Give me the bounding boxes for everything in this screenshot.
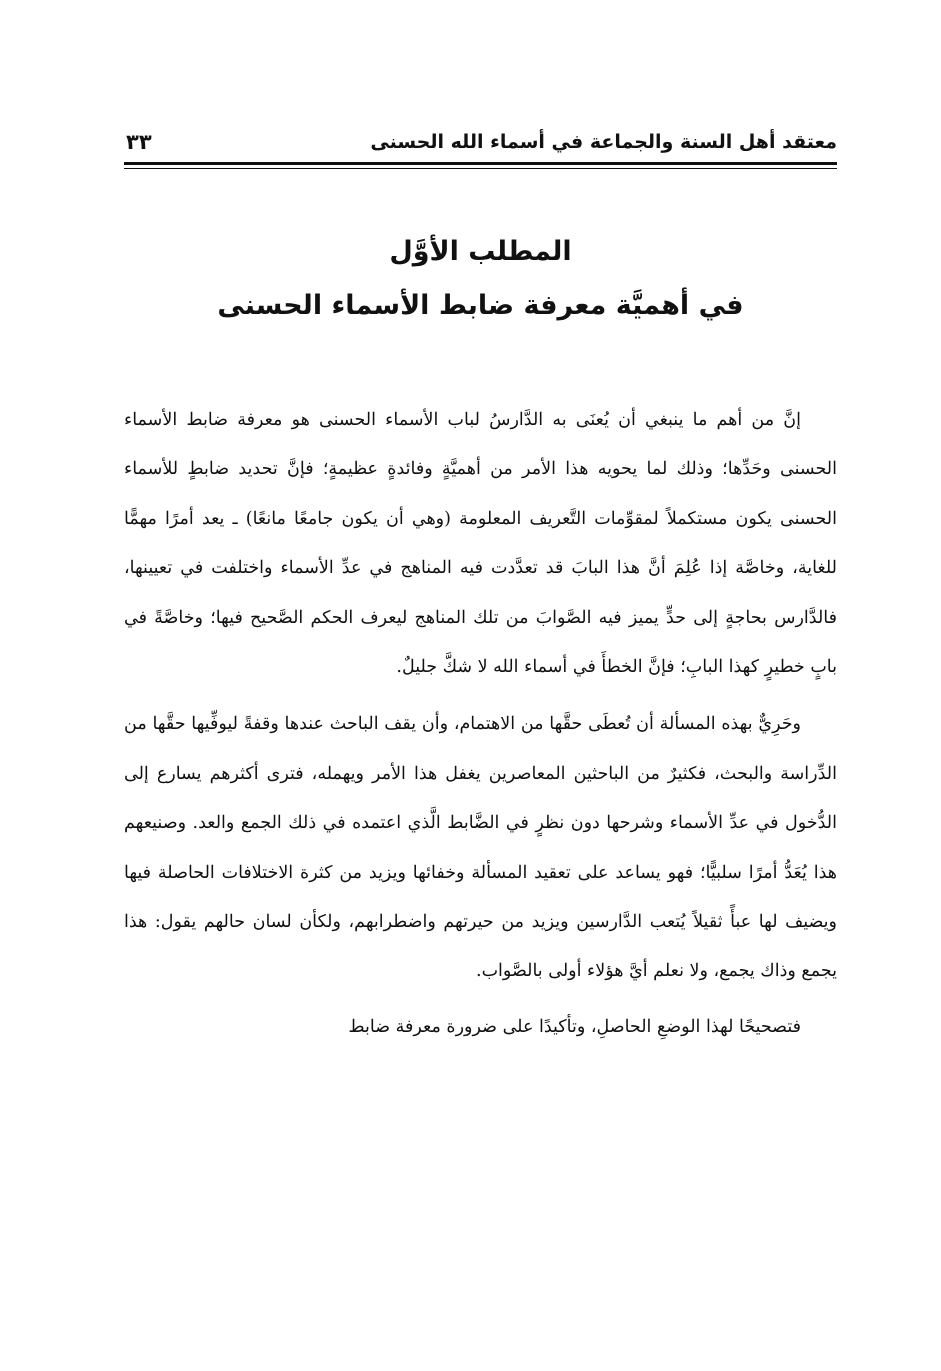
header-rule-thin — [124, 168, 837, 169]
section-subheading: في أهميَّة معرفة ضابط الأسماء الحسنى — [217, 290, 744, 321]
running-header — [126, 122, 837, 162]
page-number: ٣٣ — [126, 130, 152, 154]
paragraph-3: فتصحيحًا لهذا الوضعِ الحاصلِ، وتأكيدًا على ضرورة معرفة ضابط — [348, 1016, 801, 1037]
paragraph-2: وحَرِيٌّ بهذه المسألة أن تُعطَى حقَّها من الاهتمام، وأن يقف الباحث عندها وقفةً ليوفِّيها حقَّها من الدِّراسة والبحث، فكثيرٌ من الباحثين المعاصرين يغفل هذا الأمر ويهمله، فترى أكثرهم يسارع إلى الدُّخول في عدِّ الأسماء وشرحها دون نظرٍ في الضَّابط الَّذي اعتمده في ذلك الجمع والعد. وصنيعهم هذا يُعَدُّ أمرًا سلبيًّا؛ فهو يساعد على تعقيد المسألة وخفائها ويزيد من كثرة الاختلافات الحاصلة فيها ويضيف لها عبأً ثقيلاً يُتعب الدَّارسين ويزيد من حيرتهم واضطرابهم، ولكأن لسان حالهم يقول: هذا يجمع وذاك يجمع، ولا نعلم أيَّ هؤلاء أولى بالصَّواب. — [124, 714, 838, 982]
section-heading: المطلب الأوَّل — [389, 236, 572, 267]
paragraph-1: إنَّ من أهم ما ينبغي أن يُعنَى به الدَّارسُ لباب الأسماء الحسنى هو معرفة ضابط الأسماء الحسنى وحَدِّها؛ وذلك لما يحويه هذا الأمر من أهميَّةٍ وفائدةٍ عظيمةٍ؛ فإنَّ تحديد ضابطٍ للأسماء الحسنى يكون مستكملاً لمقوِّمات التَّعريف المعلومة (وهي أن يكون جامعًا مانعًا) ـ يعد أمرًا مهمًّا للغاية، وخاصَّة إذا عُلِمَ أنَّ هذا البابَ قد تعدَّدت فيه المناهج في عدِّ الأسماء واختلفت في تعيينها، فالدَّارس بحاجةٍ إلى حدٍّ يميز فيه الصَّوابَ من تلك المناهج ليعرف الحكم الصَّحيح فيها؛ وخاصَّةً في بابٍ خطيرٍ كهذا البابِ؛ فإنَّ الخطأَ في أسماء الله لا شكَّ جليلٌ. — [124, 410, 837, 678]
running-header-title: معتقد أهل السنة والجماعة في أسماء الله الحسنى — [370, 131, 837, 153]
body-text — [124, 396, 837, 1052]
header-rule-thick — [124, 162, 837, 165]
